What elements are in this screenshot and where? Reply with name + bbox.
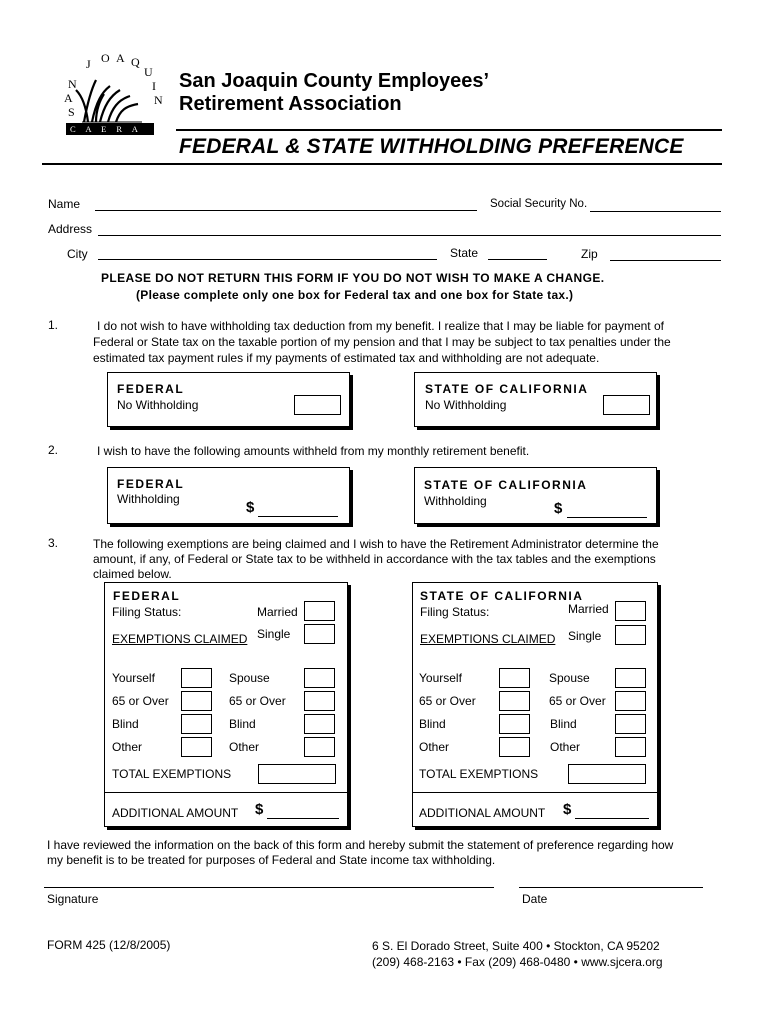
state-spouse-over65-checkbox[interactable] [615, 691, 646, 711]
form-title: FEDERAL & STATE WITHHOLDING PREFERENCE [179, 135, 684, 158]
option2-federal-panel [107, 467, 350, 524]
state-spouse-checkbox[interactable] [615, 668, 646, 688]
federal-additional-amount-label: ADDITIONAL AMOUNT [112, 806, 239, 820]
signature-label: Signature [47, 892, 99, 906]
state-over65-checkbox[interactable] [499, 691, 530, 711]
state-exemptions-claimed-label: EXEMPTIONS CLAIMED [420, 632, 556, 646]
state-other-label: Other [419, 740, 450, 754]
header-rule [176, 129, 722, 131]
footer-contact: (209) 468-2163 • Fax (209) 468-0480 • www.sjcera.org [372, 955, 663, 969]
signature-field[interactable] [44, 887, 494, 888]
state-label: State [450, 246, 479, 260]
svg-text:J: J [86, 57, 91, 71]
option3-state-heading: STATE OF CALIFORNIA [420, 589, 584, 603]
state-single-checkbox[interactable] [615, 625, 646, 645]
federal-spouse-over65-checkbox[interactable] [304, 691, 335, 711]
svg-text:O: O [101, 51, 110, 65]
svg-text:N: N [68, 77, 77, 91]
city-label: City [67, 247, 88, 261]
date-label: Date [522, 892, 548, 906]
federal-spouse-other-label: Other [229, 740, 260, 754]
svg-text:A: A [116, 51, 125, 65]
state-other-checkbox[interactable] [499, 737, 530, 757]
federal-over65-label: 65 or Over [112, 694, 169, 708]
organization-name-line1: San Joaquin County Employees’ [179, 70, 490, 92]
federal-single-label: Single [257, 627, 291, 641]
state-spouse-other-checkbox[interactable] [615, 737, 646, 757]
state-field[interactable] [488, 259, 547, 260]
option1-federal-heading: FEDERAL [117, 382, 185, 396]
option3-federal-heading: FEDERAL [113, 589, 181, 603]
federal-withholding-amount-field[interactable] [258, 516, 338, 517]
state-additional-amount-field[interactable] [575, 818, 649, 819]
state-blind-checkbox[interactable] [499, 714, 530, 734]
title-underline [42, 163, 722, 165]
svg-text:S: S [68, 105, 75, 119]
state-married-label: Married [568, 602, 609, 616]
federal-yourself-label: Yourself [112, 671, 155, 685]
option1-number: 1. [48, 318, 59, 332]
option1-text-line2: Federal or State tax on the taxable portion of my pension and that I may be subject to tax penalties under the [93, 335, 671, 349]
svg-text:Q: Q [131, 55, 140, 69]
option3-text-line2: amount, if any, of Federal or State tax to be withheld in accordance with the tax tables and the exemptions [93, 552, 656, 566]
form-number: FORM 425 (12/8/2005) [47, 938, 171, 952]
organization-logo [46, 50, 166, 138]
federal-married-checkbox[interactable] [304, 601, 335, 621]
date-field[interactable] [519, 887, 703, 888]
city-field[interactable] [98, 259, 437, 260]
svg-text:I: I [152, 79, 156, 93]
option1-text-line1: I do not wish to have withholding tax deduction from my benefit. I realize that I may be liable for payment of [97, 319, 664, 333]
address-label: Address [48, 222, 93, 236]
state-single-label: Single [568, 629, 602, 643]
option3-federal-panel [104, 582, 348, 827]
state-spouse-blind-label: Blind [550, 717, 577, 731]
name-label: Name [48, 197, 81, 211]
option3-state-panel [412, 582, 658, 827]
federal-spouse-blind-checkbox[interactable] [304, 714, 335, 734]
footer-address: 6 S. El Dorado Street, Suite 400 • Stockton, CA 95202 [372, 939, 660, 953]
state-total-exemptions-field[interactable] [568, 764, 646, 784]
state-yourself-checkbox[interactable] [499, 668, 530, 688]
state-spouse-other-label: Other [550, 740, 581, 754]
option2-federal-heading: FEDERAL [117, 477, 185, 491]
name-field[interactable] [95, 210, 477, 211]
notice-line1: PLEASE DO NOT RETURN THIS FORM IF YOU DO NOT WISH TO MAKE A CHANGE. [101, 271, 605, 285]
option1-state-panel [414, 372, 657, 427]
zip-label: Zip [581, 247, 598, 261]
state-spouse-blind-checkbox[interactable] [615, 714, 646, 734]
federal-filing-status-label: Filing Status: [112, 605, 182, 619]
federal-single-checkbox[interactable] [304, 624, 335, 644]
federal-spouse-over65-label: 65 or Over [229, 694, 286, 708]
ssn-field[interactable] [590, 211, 721, 212]
option2-state-heading: STATE OF CALIFORNIA [424, 478, 588, 492]
federal-over65-checkbox[interactable] [181, 691, 212, 711]
option2-federal-label: Withholding [117, 492, 180, 506]
state-spouse-label: Spouse [549, 671, 590, 685]
federal-additional-amount-field[interactable] [267, 818, 339, 819]
federal-total-exemptions-field[interactable] [258, 764, 336, 784]
state-panel-divider [413, 792, 657, 793]
federal-blind-checkbox[interactable] [181, 714, 212, 734]
state-married-checkbox[interactable] [615, 601, 646, 621]
federal-other-checkbox[interactable] [181, 737, 212, 757]
federal-other-label: Other [112, 740, 143, 754]
federal-yourself-checkbox[interactable] [181, 668, 212, 688]
certification-line2: my benefit is to be treated for purposes of Federal and State income tax withholding. [47, 853, 496, 867]
notice-line2: (Please complete only one box for Federal tax and one box for State tax.) [136, 288, 574, 302]
federal-dollar-sign: $ [246, 499, 255, 516]
option2-state-panel [414, 467, 657, 524]
option1-state-heading: STATE OF CALIFORNIA [425, 382, 589, 396]
federal-blind-label: Blind [112, 717, 139, 731]
federal-spouse-other-checkbox[interactable] [304, 737, 335, 757]
state-spouse-over65-label: 65 or Over [549, 694, 606, 708]
federal-married-label: Married [257, 605, 298, 619]
state-filing-status-label: Filing Status: [420, 605, 490, 619]
state-yourself-label: Yourself [419, 671, 462, 685]
state-blind-label: Blind [419, 717, 446, 731]
state-dollar-sign: $ [554, 500, 563, 517]
option3-text-line3: claimed below. [93, 567, 172, 581]
federal-spouse-label: Spouse [229, 671, 270, 685]
organization-name-line2: Retirement Association [179, 93, 402, 115]
option3-number: 3. [48, 536, 59, 550]
state-additional-amount-label: ADDITIONAL AMOUNT [419, 806, 546, 820]
svg-text:N: N [154, 93, 163, 107]
option2-text: I wish to have the following amounts withheld from my monthly retirement benefit. [97, 444, 530, 458]
state-withholding-amount-field[interactable] [567, 517, 647, 518]
option1-federal-panel [107, 372, 350, 427]
option2-number: 2. [48, 443, 59, 457]
state-total-exemptions-label: TOTAL EXEMPTIONS [419, 767, 539, 781]
svg-text:A: A [64, 91, 73, 105]
federal-spouse-blind-label: Blind [229, 717, 256, 731]
option1-state-label: No Withholding [425, 398, 507, 412]
option1-text-line3: estimated tax payment rules if my payments of estimated tax and withholding are not adequate. [93, 351, 600, 365]
svg-text:C A E R A: C A E R A [70, 124, 142, 134]
federal-panel-divider [105, 792, 347, 793]
federal-no-withholding-checkbox[interactable] [294, 395, 341, 415]
federal-total-exemptions-label: TOTAL EXEMPTIONS [112, 767, 232, 781]
federal-additional-dollar-sign: $ [255, 801, 264, 818]
federal-exemptions-claimed-label: EXEMPTIONS CLAIMED [112, 632, 248, 646]
option2-state-label: Withholding [424, 494, 487, 508]
state-additional-dollar-sign: $ [563, 801, 572, 818]
address-field[interactable] [98, 235, 721, 236]
zip-field[interactable] [610, 260, 721, 261]
state-over65-label: 65 or Over [419, 694, 476, 708]
state-no-withholding-checkbox[interactable] [603, 395, 650, 415]
option3-text-line1: The following exemptions are being claimed and I wish to have the Retirement Administrator determine the [93, 537, 659, 551]
svg-text:U: U [144, 65, 153, 79]
option1-federal-label: No Withholding [117, 398, 199, 412]
federal-spouse-checkbox[interactable] [304, 668, 335, 688]
certification-line1: I have reviewed the information on the back of this form and hereby submit the statement of preference regarding how [47, 838, 674, 852]
ssn-label: Social Security No. [490, 198, 588, 210]
